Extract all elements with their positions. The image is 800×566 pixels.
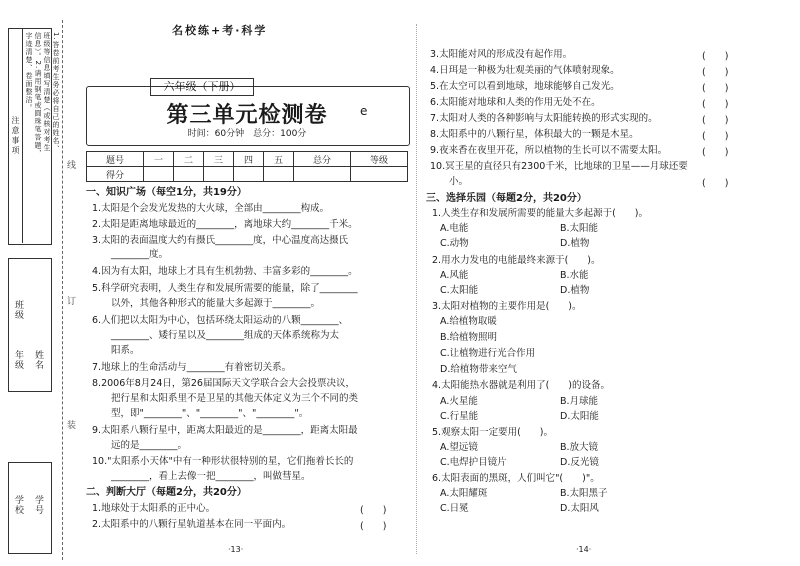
choice-question: 6.太阳表面的黑斑，人们叫它"( )"。 xyxy=(432,473,600,484)
choice-option[interactable]: A.火星能 xyxy=(440,396,478,407)
score-cell: 四 xyxy=(233,152,263,167)
notes-line: 信息）。2.请用钢笔或圆珠笔答题， xyxy=(34,32,42,158)
judge-question: 8.太阳系中的八颗行星，体积最大的一颗是木星。 xyxy=(430,129,639,140)
score-cell: 一 xyxy=(143,152,173,167)
answer-bracket[interactable]: ( ) xyxy=(702,131,729,142)
fill-question: 2.太阳是距离地球最近的________，离地球大约________千米。 xyxy=(92,219,358,230)
cut-mark-line: 线 xyxy=(65,160,75,169)
decoration-glyph: e xyxy=(360,104,368,118)
choice-option[interactable]: C.动物 xyxy=(440,238,469,249)
fill-question: 1.太阳是个会发光发热的大火球，全部由________构成。 xyxy=(92,203,330,214)
answer-bracket[interactable]: ( ) xyxy=(702,147,729,158)
class-field[interactable]: 班级 xyxy=(13,300,23,320)
fill-question: 3.太阳的表面温度大约有摄氏________度，中心温度高达摄氏 xyxy=(92,235,349,246)
judge-question: 10.冥王星的直径只有2300千米，比地球的卫星——月球还要 xyxy=(430,161,688,172)
fill-question: ________，看上去像一把________，叫做彗星。 xyxy=(92,471,311,482)
series-title: 名校练+考·科学 xyxy=(172,24,268,37)
page-divider xyxy=(416,24,417,554)
fill-question: 远的是________。 xyxy=(92,440,188,451)
choice-option[interactable]: B.太阳能 xyxy=(560,223,599,234)
notes-label: 注意事项 xyxy=(8,28,23,243)
judge-question: 4.日珥是一种极为壮观美丽的气体喷射现象。 xyxy=(430,65,620,76)
score-header-row xyxy=(87,152,408,167)
notes-text xyxy=(24,32,60,157)
choice-question: 3.太阳对植物的主要作用是( )。 xyxy=(432,301,582,312)
answer-bracket[interactable]: ( ) xyxy=(702,178,729,189)
section-3-heading: 三、选择乐园（每题2分，共20分） xyxy=(426,193,587,204)
grade-field[interactable]: 年级 xyxy=(13,350,23,370)
judge-question: 7.太阳对人类的各种影响与太阳能转换的形式实现的。 xyxy=(430,113,658,124)
name-field[interactable]: 姓名 xyxy=(33,350,43,370)
answer-bracket[interactable]: ( ) xyxy=(702,115,729,126)
fill-question: ________度。 xyxy=(92,249,169,260)
judge-question: 1.地球处于太阳系的正中心。 xyxy=(92,503,216,514)
answer-bracket[interactable]: ( ) xyxy=(360,505,387,516)
choice-option[interactable]: A.望远镜 xyxy=(440,442,478,453)
fill-question: ________、矮行星以及________组成的天体系统称为太 xyxy=(92,330,340,341)
score-input[interactable] xyxy=(263,167,293,182)
fill-question: 阳系。 xyxy=(92,345,140,356)
choice-option[interactable]: D.植物 xyxy=(560,238,590,249)
judge-question: 6.太阳能对地球和人类的作用无处不在。 xyxy=(430,97,601,108)
score-input[interactable] xyxy=(293,167,350,182)
choice-question: 5.观察太阳一定要用( )。 xyxy=(432,427,553,438)
grade-badge: 六年级（下册） xyxy=(150,78,254,96)
cut-mark-pack: 装 xyxy=(65,420,75,429)
choice-option[interactable]: A.风能 xyxy=(440,270,469,281)
choice-option[interactable]: D.太阳能 xyxy=(560,411,599,422)
choice-option[interactable]: C.让植物进行光合作用 xyxy=(440,348,536,359)
choice-option[interactable]: D.植物 xyxy=(560,285,590,296)
score-cell: 得分 xyxy=(87,167,144,182)
score-cell: 三 xyxy=(203,152,233,167)
section-1-heading: 一、知识广场（每空1分，共19分） xyxy=(86,187,247,198)
answer-bracket[interactable]: ( ) xyxy=(360,521,387,532)
judge-question: 小。 xyxy=(430,176,469,187)
score-value-row xyxy=(87,167,408,182)
student-number-field[interactable]: 学号 xyxy=(33,495,43,515)
judge-question: 3.太阳能对风的形成没有起作用。 xyxy=(430,49,573,60)
fill-question: 5.科学研究表明，人类生存和发展所需要的能量，除了________ xyxy=(92,283,358,294)
choice-option[interactable]: C.电焊护目镜片 xyxy=(440,457,507,468)
fill-question: 以外，其他各种形式的能量大多起源于________。 xyxy=(92,298,321,309)
choice-option[interactable]: D.太阳风 xyxy=(560,503,599,514)
choice-question: 2.用水力发电的电能最终来源于( )。 xyxy=(432,255,601,266)
section-2-heading: 二、判断大厅（每题2分，共20分） xyxy=(86,487,247,498)
score-cell: 总分 xyxy=(293,152,350,167)
fill-question: 10."太阳系小天体"中有一种形状很特别的星，它们拖着长长的 xyxy=(92,456,354,467)
binding-strip xyxy=(0,0,75,566)
choice-question: 1.人类生存和发展所需要的能量大多起源于( )。 xyxy=(432,208,648,219)
choice-option[interactable]: B.月球能 xyxy=(560,396,599,407)
score-cell: 五 xyxy=(263,152,293,167)
cut-line xyxy=(62,20,63,560)
choice-option[interactable]: A.给植物取暖 xyxy=(440,316,497,327)
score-input[interactable] xyxy=(203,167,233,182)
exam-title: 第三单元检测卷 xyxy=(166,103,328,128)
choice-option[interactable]: B.放大镜 xyxy=(560,442,599,453)
choice-option[interactable]: C.日冕 xyxy=(440,503,469,514)
page-number: ·13· xyxy=(228,545,244,554)
score-input[interactable] xyxy=(233,167,263,182)
choice-option[interactable]: C.行星能 xyxy=(440,411,479,422)
student-info-box xyxy=(8,258,52,392)
score-input[interactable] xyxy=(350,167,407,182)
score-cell: 二 xyxy=(173,152,203,167)
fill-question: 9.太阳系八颗行星中，距离太阳最近的是________，距离太阳最 xyxy=(92,425,358,436)
choice-option[interactable]: B.太阳黑子 xyxy=(560,488,608,499)
answer-bracket[interactable]: ( ) xyxy=(702,83,729,94)
choice-option[interactable]: A.太阳耀斑 xyxy=(440,488,488,499)
cut-mark-bind: 订 xyxy=(65,296,75,305)
exam-subtitle: 时间：60分钟 总分：100分 xyxy=(187,129,307,139)
score-input[interactable] xyxy=(143,167,173,182)
judge-question: 5.在太空可以看到地球，地球能够自己发光。 xyxy=(430,81,620,92)
fill-question: 7.地球上的生命活动与________有着密切关系。 xyxy=(92,362,292,373)
notes-line: 字迹清楚、卷面整洁。 xyxy=(25,32,33,112)
score-table xyxy=(86,151,408,182)
score-input[interactable] xyxy=(173,167,203,182)
school-field[interactable]: 学校 xyxy=(13,495,23,515)
choice-option[interactable]: C.太阳能 xyxy=(440,285,479,296)
notes-line: 班级等信息填写清楚（或核对考生 xyxy=(43,32,51,152)
score-cell: 等级 xyxy=(350,152,407,167)
choice-option[interactable]: A.电能 xyxy=(440,223,469,234)
answer-bracket[interactable]: ( ) xyxy=(702,67,729,78)
choice-question: 4.太阳能热水器就是利用了( )的设备。 xyxy=(432,380,610,391)
score-cell: 题号 xyxy=(87,152,144,167)
answer-bracket[interactable]: ( ) xyxy=(702,99,729,110)
choice-option[interactable]: B.给植物照明 xyxy=(440,332,498,343)
answer-bracket[interactable]: ( ) xyxy=(702,51,729,62)
judge-question: 2.太阳系中的八颗行星轨道基本在同一平面内。 xyxy=(92,519,292,530)
choice-option[interactable]: D.给植物带来空气 xyxy=(440,364,517,375)
fill-question: 4.因为有太阳，地球上才具有生机勃勃、丰富多彩的________。 xyxy=(92,266,358,277)
fill-question: 8.2006年8月24日，第26届国际天文学联合会大会投票决议， xyxy=(92,378,355,389)
fill-question: 6.人们把以太阳为中心，包括环绕太阳运动的八颗________、 xyxy=(92,315,349,326)
judge-question: 9.夜来香在夜里开花，所以植物的生长可以不需要太阳。 xyxy=(430,145,668,156)
fill-question: 把行星和太阳系里不是卫星的其他天体定义为三个不同的类 xyxy=(92,393,359,404)
page-number: ·14· xyxy=(576,545,592,554)
notes-line: 1.答卷前考生务必将自己的姓名、 xyxy=(52,32,60,153)
fill-question: 型，即"________"、"________"、"________"。 xyxy=(92,408,309,419)
choice-option[interactable]: B.水能 xyxy=(560,270,589,281)
choice-option[interactable]: D.反光镜 xyxy=(560,457,599,468)
